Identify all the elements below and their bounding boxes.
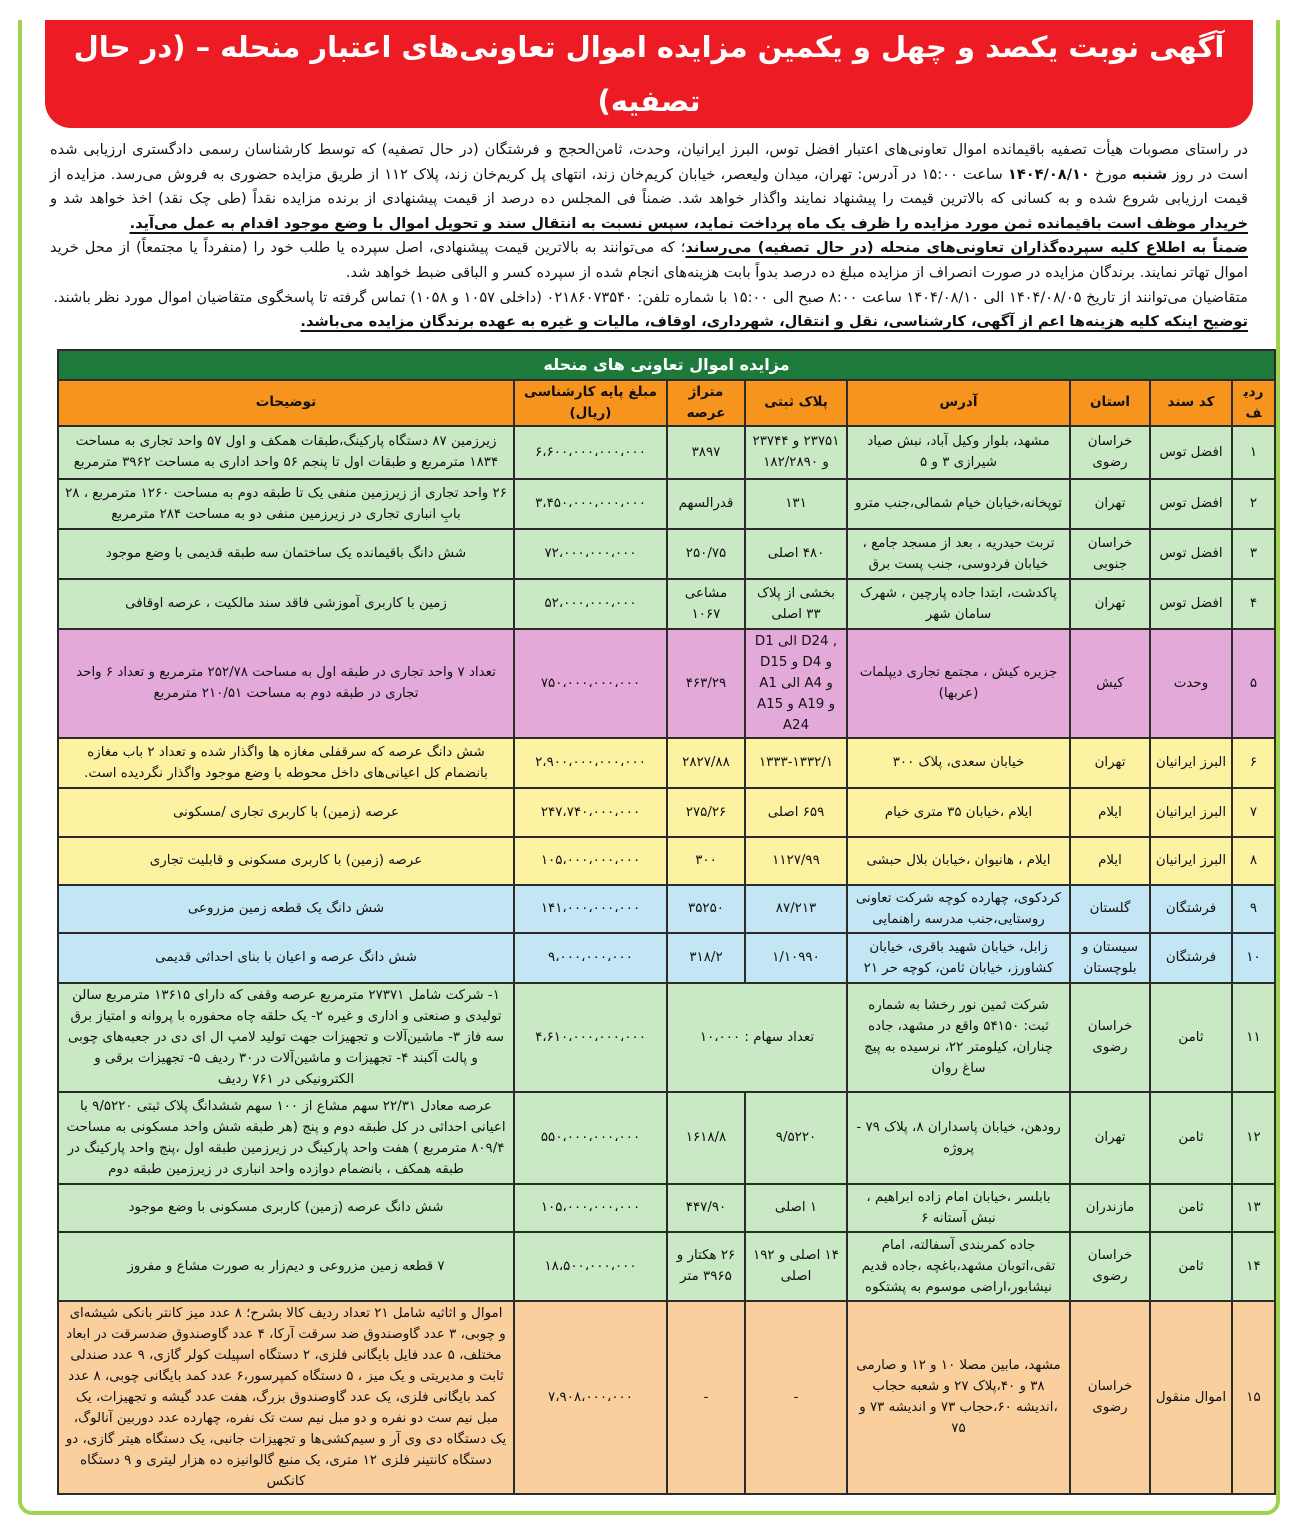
cell-base-price: ۵۵۰،۰۰۰،۰۰۰،۰۰۰	[514, 1092, 667, 1184]
cell-description: ۱- شرکت شامل ۲۷۳۷۱ مترمربع عرصه وقفی که دارای ۱۳۶۱۵ مترمربع سالن تولیدی و صنعتی و اداری و غیره ۲- یک حلقه چاه محفوره با پروانه و امتیاز برق سه فاز ۳- ماشین‌آلات و تجهیزات جهت تولید لامپ ال ای دی در جعبه‌های چوبی و پالت آکبند ۴- تجهیزات و ماشین‌آلات در۳۰ ردیف ۵- تجهیزات برقی و الکترونیکی در ۷۶۱ ردیف	[58, 983, 514, 1092]
cell-base-price: ۱۰۵،۰۰۰،۰۰۰،۰۰۰	[514, 1184, 667, 1232]
intro-text	[50, 138, 1248, 335]
cell-province: تهران	[1070, 579, 1150, 629]
cell-row-number: ۵	[1232, 629, 1275, 738]
table-row	[58, 629, 1275, 738]
cell-registration-plate: ۱۳۱	[745, 479, 847, 529]
intro-text-segment: ؛ که می‌توانند به بالاترین قیمت پیشنهادی، اصل سپرده یا طلب خود را (منفرداً یا مجتمعاً) از محل خرید اموال تهاتر نمایند. برندگان مزایده در صورت انصراف از مزایده مبلغ ده درصد بدواً بابت هزینه‌های انجام شده از سپرده کسر و الباقی ضبط خواهد شد.	[50, 239, 1248, 281]
cell-base-price: ۱۰۵،۰۰۰،۰۰۰،۰۰۰	[514, 837, 667, 885]
cell-row-number: ۱۲	[1232, 1092, 1275, 1184]
cell-base-price: ۱۴۱،۰۰۰،۰۰۰،۰۰۰	[514, 885, 667, 933]
cell-document-code: البرز ایرانیان	[1150, 738, 1232, 788]
cell-base-price: ۱۸،۵۰۰،۰۰۰،۰۰۰	[514, 1232, 667, 1301]
cell-registration-plate: D1 الی D24 , D15 و D4 و A1 الی A4 و A15 و A19 و A24	[745, 629, 847, 738]
cell-address: بابلسر ،خیابان امام زاده ابراهیم ، نبش آستانه ۶	[847, 1184, 1070, 1232]
cell-registration-plate: بخشی از پلاک ۳۳ اصلی	[745, 579, 847, 629]
column-header-address: آدرس	[847, 380, 1070, 426]
intro-text-segment: مورخ	[1089, 165, 1133, 183]
cell-address: جزیره کیش ، مجتمع تجاری دیپلمات (عربها)	[847, 629, 1070, 738]
cell-registration-plate: ۱ اصلی	[745, 1184, 847, 1232]
column-header-base-price: مبلغ پایه کارشناسی (ریال)	[514, 380, 667, 426]
cell-share-count: تعداد سهام : ۱۰،۰۰۰	[667, 983, 847, 1092]
cell-row-number: ۱۵	[1232, 1301, 1275, 1494]
cell-document-code: ثامن	[1150, 1184, 1232, 1232]
buyer-obligation: خریدار موظف است باقیمانده ثمن مورد مزایده را ظرف یک ماه پرداخت نماید، سپس نسبت به انتقال سند و تحویل اموال با وضع موجود اقدام به عمل می‌آید.	[129, 214, 1248, 232]
cell-document-code: فرشتگان	[1150, 933, 1232, 983]
cell-row-number: ۱۱	[1232, 983, 1275, 1092]
table-row	[58, 479, 1275, 529]
cell-province: تهران	[1070, 479, 1150, 529]
cell-address: مشهد، مابین مصلا ۱۰ و ۱۲ و صارمی ۳۸ و ۴۰،پلاک ۲۷ و شعبه حجاب ،اندیشه ۶۰،حجاب ۷۳ و اندیشه ۷۳ و ۷۵	[847, 1301, 1070, 1494]
cell-province: سیستان و بلوچستان	[1070, 933, 1150, 983]
cell-base-price: ۴،۶۱۰،۰۰۰،۰۰۰،۰۰۰	[514, 983, 667, 1092]
cell-row-number: ۱۴	[1232, 1232, 1275, 1301]
depositors-notice: ضمناً به اطلاع کلیه سپرده‌گذاران تعاونی‌های منحله (در حال تصفیه) می‌رساند	[685, 239, 1248, 257]
cell-row-number: ۱۳	[1232, 1184, 1275, 1232]
cell-row-number: ۲	[1232, 479, 1275, 529]
cell-document-code: افضل توس	[1150, 529, 1232, 579]
cell-province: گلستان	[1070, 885, 1150, 933]
cell-land-area: ۲۶ هکتار و ۳۹۶۵ متر	[667, 1232, 745, 1301]
table-row	[58, 885, 1275, 933]
cell-document-code: ثامن	[1150, 983, 1232, 1092]
cell-registration-plate: ۲۳۷۵۱ و ۲۳۷۴۴ و ۱۸۲/۲۸۹۰	[745, 426, 847, 479]
cell-document-code: البرز ایرانیان	[1150, 837, 1232, 885]
cell-description: عرصه معادل ۲۲/۳۱ سهم مشاع از ۱۰۰ سهم ششدانگ پلاک ثبتی ۹/۵۲۲۰ با اعیانی احداثی در کل طبقه دوم و پنج (هر طبقه شش واحد مسکونی به مساحت ۸۰۹/۴ مترمربع ) هفت واحد پارکینگ در زیرزمین طبقه اول ،پنج واحد پارکینگ در طبقه همکف ، بانضمام دوازده واحد انباری در زیرزمین طبقه دوم	[58, 1092, 514, 1184]
ad-frame	[18, 20, 1280, 1515]
cell-land-area: ۳۵۲۵۰	[667, 885, 745, 933]
cell-registration-plate: -	[745, 1301, 847, 1494]
cell-land-area: ۴۶۳/۲۹	[667, 629, 745, 738]
cell-description: ۲۶ واحد تجاری از زیرزمین منفی یک تا طبقه دوم به مساحت ۱۲۶۰ مترمربع ، ۲۸ بابِ انباری تجاری در زیرزمین منفی دو به مساحت ۲۸۴ مترمربع	[58, 479, 514, 529]
cell-document-code: البرز ایرانیان	[1150, 788, 1232, 837]
cell-description: شش دانگ عرصه (زمین) کاربری مسکونی با وضع موجود	[58, 1184, 514, 1232]
cell-base-price: ۲۴۷،۷۴۰،۰۰۰،۰۰۰	[514, 788, 667, 837]
costs-note-text: توضیح اینکه کلیه هزینه‌ها اعم از آگهی، کارشناسی، نقل و انتقال، شهرداری، اوقاف، مالیات و غیره به عهده برندگان مزایده می‌باشد.	[300, 313, 1248, 331]
top-spacer	[0, 0, 1308, 20]
cell-document-code: ثامن	[1150, 1092, 1232, 1184]
cell-document-code: فرشتگان	[1150, 885, 1232, 933]
column-header-land-area: متراژ عرصه	[667, 380, 745, 426]
table-row	[58, 1092, 1275, 1184]
cell-province: ایلام	[1070, 788, 1150, 837]
cell-registration-plate: ۱/۱۰۹۹۰	[745, 933, 847, 983]
cell-province: خراسان رضوی	[1070, 983, 1150, 1092]
cell-row-number: ۱	[1232, 426, 1275, 479]
cell-land-area: ۳۸۹۷	[667, 426, 745, 479]
cell-address: تربت حیدریه ، بعد از مسجد جامع ، خیابان فردوسی، جنب پست برق	[847, 529, 1070, 579]
cell-base-price: ۳،۴۵۰،۰۰۰،۰۰۰،۰۰۰	[514, 479, 667, 529]
cell-description: شش دانگ یک قطعه زمین مزروعی	[58, 885, 514, 933]
intro-paragraph-2	[50, 236, 1248, 285]
cell-description: ۷ قطعه زمین مزروعی و دیم‌زار به صورت مشاع و مفروز	[58, 1232, 514, 1301]
cell-description: عرصه (زمین) با کاربری مسکونی و قابلیت تجاری	[58, 837, 514, 885]
cell-land-area: ۲۸۲۷/۸۸	[667, 738, 745, 788]
cell-document-code: وحدت	[1150, 629, 1232, 738]
cell-address: توپخانه،خیابان خیام شمالی،جنب مترو	[847, 479, 1070, 529]
cell-registration-plate: ۶۵۹ اصلی	[745, 788, 847, 837]
cell-registration-plate: ۱۴ اصلی و ۱۹۲ اصلی	[745, 1232, 847, 1301]
costs-note	[50, 310, 1248, 335]
cell-document-code: ثامن	[1150, 1232, 1232, 1301]
cell-registration-plate: ۱۳۳۳-۱۳۳۲/۱	[745, 738, 847, 788]
cell-province: خراسان رضوی	[1070, 1232, 1150, 1301]
cell-address: جاده کمربندی آسفالته، امام تقی،اتوبان مشهد،باغچه ،جاده قدیم نیشابور،اراضی موسوم به پشتکوه	[847, 1232, 1070, 1301]
table-row	[58, 738, 1275, 788]
table-row	[58, 426, 1275, 479]
cell-address: زابل، خیابان شهید باقری، خیابان کشاورز، خیابان ثامن، کوچه حر ۲۱	[847, 933, 1070, 983]
cell-land-area: ۳۱۸/۲	[667, 933, 745, 983]
cell-province: خراسان رضوی	[1070, 426, 1150, 479]
cell-land-area: ۴۴۷/۹۰	[667, 1184, 745, 1232]
auction-table	[57, 349, 1276, 1495]
column-header-registration-plate: پلاک ثبتی	[745, 380, 847, 426]
cell-address: ایلام ، هانیوان ،خیابان بلال حبشی	[847, 837, 1070, 885]
cell-row-number: ۹	[1232, 885, 1275, 933]
column-header-document-code: کد سند	[1150, 380, 1232, 426]
ad-title: آگهی نوبت یکصد و چهل و یکمین مزایده اموال تعاونی‌های اعتبار منحله – (در حال تصفیه)	[45, 20, 1253, 128]
table-row	[58, 1184, 1275, 1232]
column-header-description: توضیحات	[58, 380, 514, 426]
cell-province: کیش	[1070, 629, 1150, 738]
table-row	[58, 1232, 1275, 1301]
intro-paragraph-1	[50, 138, 1248, 236]
table-row	[58, 983, 1275, 1092]
column-header-row-number: ردیف	[1232, 380, 1275, 426]
cell-document-code: افضل توس	[1150, 479, 1232, 529]
cell-address: خیابان سعدی، پلاک ۳۰۰	[847, 738, 1070, 788]
cell-row-number: ۸	[1232, 837, 1275, 885]
auction-date: ۱۴۰۴/۰۸/۱۰	[1007, 165, 1090, 183]
cell-row-number: ۳	[1232, 529, 1275, 579]
cell-row-number: ۱۰	[1232, 933, 1275, 983]
cell-document-code: اموال منقول	[1150, 1301, 1232, 1494]
cell-description: تعداد ۷ واحد تجاری در طبقه اول به مساحت ۲۵۲/۷۸ مترمربع و تعداد ۶ واحد تجاری در طبقه دوم به مساحت ۲۱۰/۵۱ مترمربع	[58, 629, 514, 738]
cell-document-code: افضل توس	[1150, 579, 1232, 629]
table-row	[58, 1301, 1275, 1494]
cell-province: خراسان رضوی	[1070, 1301, 1150, 1494]
table-caption: مزایده اموال تعاونی های منحله	[58, 350, 1275, 380]
cell-base-price: ۷۲،۰۰۰،۰۰۰،۰۰۰	[514, 529, 667, 579]
intro-text-segment: در راستای مصوبات هیأت تصفیه باقیمانده اموال تعاونی‌های اعتبار افضل توس، البرز ایرانیان، وحدت، ثامن‌الحجج و فرشتگان (در حال تصفیه) که توسط کارشناسان رسمی دادگستری ارزیابی شده است در روز	[50, 141, 1248, 183]
cell-address: کردکوی، چهارده کوچه شرکت تعاونی روستایی،جنب مدرسه راهنمایی	[847, 885, 1070, 933]
table-row	[58, 933, 1275, 983]
cell-address: پاکدشت، ابتدا جاده پارچین ، شهرک سامان شهر	[847, 579, 1070, 629]
cell-address: رودهن، خیابان پاسداران ۸، پلاک ۷۹ - پروژه	[847, 1092, 1070, 1184]
cell-base-price: ۶،۶۰۰،۰۰۰،۰۰۰،۰۰۰	[514, 426, 667, 479]
contact-info: متقاضیان می‌توانند از تاریخ ۱۴۰۴/۰۸/۰۵ الی ۱۴۰۴/۰۸/۱۰ ساعت ۸:۰۰ صبح الی ۱۵:۰۰ با شماره تلفن: ۰۲۱۸۶۰۷۳۵۴۰ (داخلی ۱۰۵۷ و ۱۰۵۸) تماس گرفته تا پاسخگوی متقاضیان اموال مورد نظر باشند.	[53, 288, 1248, 306]
cell-land-area: قدرالسهم	[667, 479, 745, 529]
table-row	[58, 529, 1275, 579]
cell-land-area: ۳۰۰	[667, 837, 745, 885]
cell-row-number: ۶	[1232, 738, 1275, 788]
cell-address: ایلام ،خیابان ۳۵ متری خیام	[847, 788, 1070, 837]
cell-description: عرصه (زمین) با کاربری تجاری /مسکونی	[58, 788, 514, 837]
auction-day: شنبه	[1132, 165, 1168, 183]
cell-description: شش دانگ عرصه که سرقفلی مغازه ها واگذار شده و تعداد ۲ باب مغازه بانضمام کل اعیانی‌های داخل محوطه با وضع موجود واگذار نگردیده است.	[58, 738, 514, 788]
cell-description: زمین با کاربری آموزشی فاقد سند مالکیت ، عرصه اوقافی	[58, 579, 514, 629]
cell-land-area: ۱۶۱۸/۸	[667, 1092, 745, 1184]
cell-address: شرکت ثمین نور رخشا به شماره ثبت: ۵۴۱۵۰ واقع در مشهد، جاده چناران، کیلومتر ۲۲، نرسیده به پیچ ساغ روان	[847, 983, 1070, 1092]
cell-base-price: ۷،۹۰۸،۰۰۰،۰۰۰	[514, 1301, 667, 1494]
cell-province: خراسان جنوبی	[1070, 529, 1150, 579]
cell-province: ایلام	[1070, 837, 1150, 885]
column-header-province: استان	[1070, 380, 1150, 426]
cell-land-area: مشاعی ۱۰۶۷	[667, 579, 745, 629]
cell-base-price: ۹،۰۰۰،۰۰۰،۰۰۰	[514, 933, 667, 983]
cell-land-area: ۲۷۵/۲۶	[667, 788, 745, 837]
table-row	[58, 788, 1275, 837]
cell-province: مازندران	[1070, 1184, 1150, 1232]
cell-land-area: -	[667, 1301, 745, 1494]
table-row	[58, 837, 1275, 885]
cell-base-price: ۷۵۰،۰۰۰،۰۰۰،۰۰۰	[514, 629, 667, 738]
table-body	[58, 426, 1275, 1494]
cell-address: مشهد، بلوار وکیل آباد، نبش صیاد شیرازی ۳ و ۵	[847, 426, 1070, 479]
cell-row-number: ۴	[1232, 579, 1275, 629]
cell-province: تهران	[1070, 738, 1150, 788]
cell-registration-plate: ۹/۵۲۲۰	[745, 1092, 847, 1184]
cell-base-price: ۲،۹۰۰،۰۰۰،۰۰۰،۰۰۰	[514, 738, 667, 788]
cell-description: اموال و اثاثیه شامل ۲۱ تعداد ردیف کالا بشرح؛ ۸ عدد میز کانتر بانکی شیشه‌ای و چوبی، ۳ عدد گاوصندوق ضد سرقت آرکا، ۴ عدد گاوصندوق ضدسرقت در ابعاد مختلف، ۵ عدد فایل بایگانی فلزی، ۲ دستگاه اسپیلت کولر گازی، ۹ عدد صندلی ثابت و مدیریتی و یک میز ، ۵ دستگاه کمپرسور،۶ عدد کمد بایگانی چوبی، ۸ عدد کمد بایگانی فلزی، یک عدد گاوصندوق بزرگ، هفت عدد گیشه و تجهیزات، یک مبل نیم ست دو نفره و دو مبل نیم ست تک نفره، چهارده عدد دوربین آنالوگ، یک دستگاه دی وی آر و سیم‌کشی‌ها و تجهیزات جانبی، یک دستگاه هیتر گازی، دو دستگاه کانتینر فلزی ۱۲ متری، یک منبع گالوانیزه ده هزار لیتری و ۹ دستگاه کانکس	[58, 1301, 514, 1494]
cell-registration-plate: ۸۷/۲۱۳	[745, 885, 847, 933]
cell-base-price: ۵۲،۰۰۰،۰۰۰،۰۰۰	[514, 579, 667, 629]
cell-registration-plate: ۴۸۰ اصلی	[745, 529, 847, 579]
cell-document-code: افضل توس	[1150, 426, 1232, 479]
cell-description: شش دانگ عرصه و اعیان با بنای احداثی قدیمی	[58, 933, 514, 983]
table-row	[58, 579, 1275, 629]
cell-row-number: ۷	[1232, 788, 1275, 837]
cell-description: زیرزمین ۸۷ دستگاه پارکینگ،طبقات همکف و اول ۵۷ واحد تجاری به مساحت ۱۸۳۴ مترمربع و طبقات اول تا پنجم ۵۶ واحد اداری به مساحت ۳۹۶۲ مترمربع	[58, 426, 514, 479]
cell-province: تهران	[1070, 1092, 1150, 1184]
intro-text-segment: ساعت ۱۵:۰۰ در آدرس: تهران، میدان ولیعصر، خیابان کریم‌خان زند، انتهای پل کریم‌خان زند، پلاک ۱۱۲ از طریق مزایده حضوری به فروش می‌رسد. مزایده از قیمت ارزیابی شروع شده و به کسانی که بالاترین قیمت را پیشنهاد نمایند واگذار خواهد شد. ضمناً فی المجلس ده درصد از قیمت پیشنهادی از برنده مزایده نقداً (طی چک نقد) اخذ خواهد شد و	[50, 165, 1248, 208]
column-header-row	[58, 380, 1275, 426]
cell-registration-plate: ۱۱۲۷/۹۹	[745, 837, 847, 885]
cell-description: شش دانگ باقیمانده یک ساختمان سه طبقه قدیمی با وضع موجود	[58, 529, 514, 579]
cell-land-area: ۲۵۰/۷۵	[667, 529, 745, 579]
